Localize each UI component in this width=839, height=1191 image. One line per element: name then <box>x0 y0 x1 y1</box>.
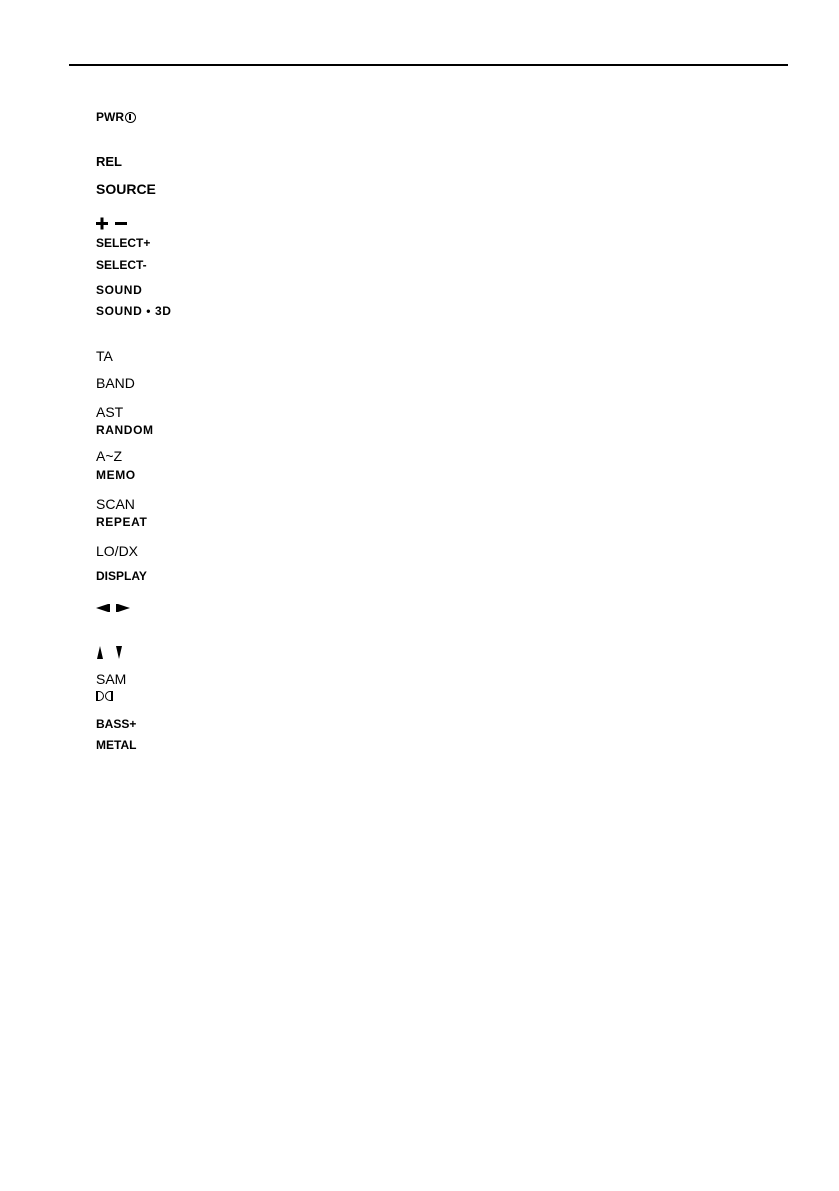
left-arrow-icon <box>96 604 110 612</box>
up-arrow-icon <box>97 646 103 659</box>
power-icon <box>125 112 136 123</box>
dolby-icon <box>96 691 113 701</box>
right-arrow-icon <box>116 604 130 612</box>
select-minus-label: SELECT- <box>96 258 147 272</box>
left-right-arrows <box>96 603 132 613</box>
lodx-label: LO/DX <box>96 543 139 559</box>
dolby-left-half <box>96 691 104 701</box>
az-label: A~Z <box>96 448 123 464</box>
source-label: SOURCE <box>96 181 156 197</box>
metal-label: METAL <box>96 738 137 752</box>
header-rule <box>69 64 788 66</box>
ast-label: AST <box>96 404 124 420</box>
plus-icon <box>96 218 108 230</box>
bass-plus-label: BASS+ <box>96 717 137 731</box>
plus-minus-icons <box>96 217 132 230</box>
band-label: BAND <box>96 375 135 391</box>
rel-label: REL <box>96 154 122 169</box>
display-label: DISPLAY <box>96 569 147 583</box>
power-label-row <box>96 111 136 123</box>
select-plus-label: SELECT+ <box>96 236 151 250</box>
repeat-label: REPEAT <box>96 515 148 529</box>
random-label: RANDOM <box>96 423 154 437</box>
minus-icon <box>115 222 127 225</box>
memo-label: MEMO <box>96 468 136 482</box>
sound-3d-label: SOUND • 3D <box>96 304 172 318</box>
sam-label: SAM <box>96 671 127 687</box>
scan-label: SCAN <box>96 496 135 512</box>
sound-label: SOUND <box>96 283 143 297</box>
power-label: PWR <box>96 110 124 124</box>
down-arrow-icon <box>116 646 122 659</box>
ta-label: TA <box>96 348 113 364</box>
dolby-right-half <box>105 691 113 701</box>
up-down-arrows <box>96 646 126 660</box>
